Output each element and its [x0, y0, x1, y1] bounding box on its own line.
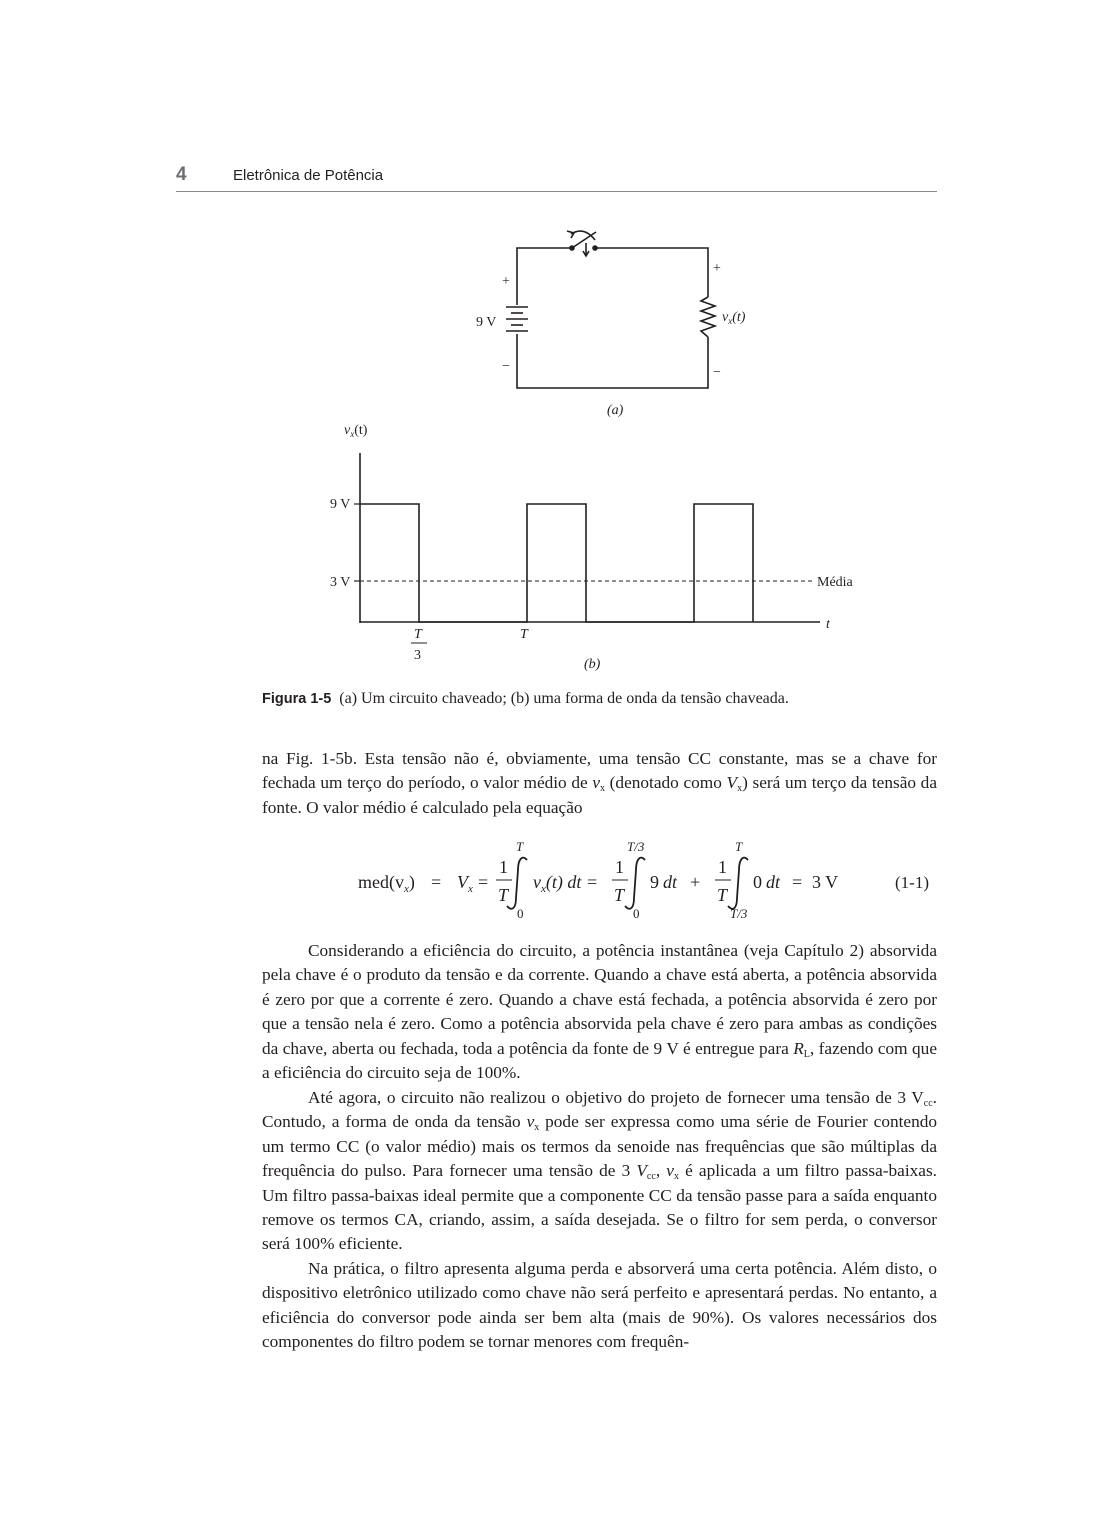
para2-text-1: Considerando a eficiência do circuito, a potência instantânea (veja Capítulo 2) absorvida pela chave é o produto da tensão e da corrente. Quando a chave está aberta, a potência absorvida é zero por que a corrente é zero. Quando a chave está fechada, a potência absorvida é zero por que a tensão nela é zero. Como a potência absorvida pela chave é zero para ambas as condições da chave, aberta ou fechada, toda a potência da fonte de 9 V é entregue para [262, 941, 937, 1058]
load-voltage-sub: x [728, 316, 733, 326]
eq-Vx-V: V [457, 872, 468, 892]
caption-text: (a) Um circuito chaveado; (b) uma forma de onda da tensão chaveada. [339, 690, 789, 707]
para3-text-1: Até agora, o circuito não realizou o objetivo do projeto de fornecer uma tensão de 3 V [308, 1088, 924, 1107]
eq-result: 3 V [812, 872, 839, 892]
para2-var-R: R [793, 1038, 804, 1058]
eq-integrand-3-dt: dt [766, 872, 781, 892]
para1-var-Vx-sub: x [737, 783, 743, 795]
x-tick-t3-denominator: 3 [414, 648, 421, 663]
eq-frac3-den: T [717, 885, 728, 905]
eq-int3-lower: T/3 [730, 906, 748, 921]
eq-lhs [358, 872, 415, 895]
para1-var-Vx: V [726, 773, 738, 793]
para3-var-vx-1: v [526, 1112, 535, 1132]
y-axis-label-sub: x [350, 429, 355, 439]
para3-text-4: , [655, 1161, 667, 1181]
subfigure-b-label: (b) [584, 657, 601, 672]
eq-integrand-1 [533, 872, 598, 895]
eq-int1-lower: 0 [517, 906, 524, 921]
paragraph-4 [262, 1257, 937, 1355]
eq-integrand-2-value: 9 [650, 872, 659, 892]
eq-integrand-2-dt: dt [663, 872, 678, 892]
y-axis-label-t: (t) [354, 423, 368, 438]
para1-text-2: (denotado como [605, 773, 727, 793]
x-tick-t: T [520, 627, 528, 642]
para3-var-vx-2-sub: x [673, 1171, 679, 1183]
load-plus: + [713, 261, 721, 276]
average-label: Média [817, 575, 853, 590]
eq-integrand-1-sub: x [541, 883, 546, 895]
para3-text-3: pode ser expressa como uma série de Fourier contendo um termo CC (o valor médio) mais os termos da senoide nas frequências que são múltiplas da frequência do pulso. Para fornecer uma tensão de 3 [262, 1112, 938, 1181]
eq-frac2-num: 1 [615, 857, 624, 877]
eq-integrand-1-v: v [533, 872, 541, 892]
source-label: 9 V [476, 315, 497, 330]
para1-text-1: na Fig. 1-5b. Esta tensão não é, obviamente, uma tensão CC constante, mas se a chave for fechada um terço do período, o valor médio de [262, 749, 937, 793]
para4-text: Na prática, o filtro apresenta alguma perda e absorverá uma certa potência. Além disto, o dispositivo eletrônico utilizado como chave não será perfeito e apresentará perdas. No entanto, a eficiência do conversor pode ainda ser bem alta (mais de 90%). Os valores necessários dos componentes do filtro podem se tornar menores com frequên- [262, 1259, 937, 1352]
para2-var-R-sub: L [803, 1048, 810, 1060]
caption-label: Figura 1-5 [262, 691, 332, 707]
y-tick-9v: 9 V [330, 497, 351, 512]
para1-text-3: ) será um terço da tensão da fonte. O valor médio é calculado pela equação [262, 773, 937, 817]
x-tick-t3-numerator: T [414, 627, 422, 642]
para1-var-vx: v [592, 773, 601, 793]
integral-sign-1 [507, 858, 527, 909]
paragraph-2 [262, 939, 937, 1085]
para3-var-Vcc-sub: cc [646, 1171, 656, 1183]
eq-lhs-close: ) [408, 872, 415, 892]
eq-frac1-num: 1 [499, 857, 508, 877]
battery-minus: − [502, 359, 510, 374]
eq-int2-upper: T/3 [627, 839, 645, 854]
integral-sign-2 [625, 858, 645, 909]
paragraph-3 [262, 1086, 937, 1257]
para3-var-vx-1-sub: x [534, 1122, 540, 1134]
para2-text-2: , fazendo com que a eficiência do circuito seja de 100%. [262, 1038, 937, 1083]
para3-var-vx-2: v [666, 1161, 674, 1181]
eq-integrand-1-tail: (t) dt = [545, 872, 599, 892]
eq-int2-lower: 0 [633, 906, 640, 921]
eq-Vx [457, 872, 473, 895]
load-voltage-v: v [722, 310, 729, 325]
x-axis-label: t [826, 617, 830, 632]
para3-text-5: é aplicada a um filtro passa-baixas. Um filtro passa-baixas ideal permite que a componente CC da tensão passe para a saída enquanto remove os termos CA, criando, assim, a saída desejada. Se o filtro for sem perda, o conversor será 100% eficiente. [262, 1161, 937, 1254]
para3-var-Vcc: V [636, 1161, 647, 1181]
eq-lhs-med: med(v [358, 872, 404, 892]
equation-number: (1-1) [895, 873, 929, 892]
eq-integrand-2 [650, 872, 678, 892]
para1-var-vx-sub: x [600, 783, 606, 795]
eq-frac1-den: T [498, 885, 509, 905]
eq-frac2-den: T [614, 885, 625, 905]
eq-Vx-sub: x [468, 883, 473, 895]
eq-equals-1: = [431, 872, 442, 892]
eq-int1-upper: T [516, 839, 524, 854]
load-voltage-t: (t) [732, 310, 746, 325]
page-number: 4 [176, 164, 187, 185]
eq-int3-upper: T [735, 839, 743, 854]
eq-integrand-3 [753, 872, 781, 892]
y-tick-3v: 3 V [330, 575, 351, 590]
y-axis-label-v: v [344, 423, 351, 438]
subfigure-a-label: (a) [607, 403, 624, 418]
book-title: Eletrônica de Potência [233, 167, 384, 184]
para3-text-2: . Contudo, a forma de onda da tensão [262, 1088, 937, 1132]
eq-equals-3: = [792, 872, 803, 892]
battery-plus: + [502, 274, 510, 289]
eq-lhs-sub: x [403, 883, 409, 895]
eq-frac3-num: 1 [718, 857, 727, 877]
eq-plus: + [690, 872, 701, 892]
integral-sign-3 [728, 858, 748, 909]
eq-integrand-3-value: 0 [753, 872, 762, 892]
load-minus: − [713, 365, 721, 380]
para3-sub-cc-1: cc [923, 1098, 933, 1109]
eq-equals-2: = [478, 872, 489, 892]
